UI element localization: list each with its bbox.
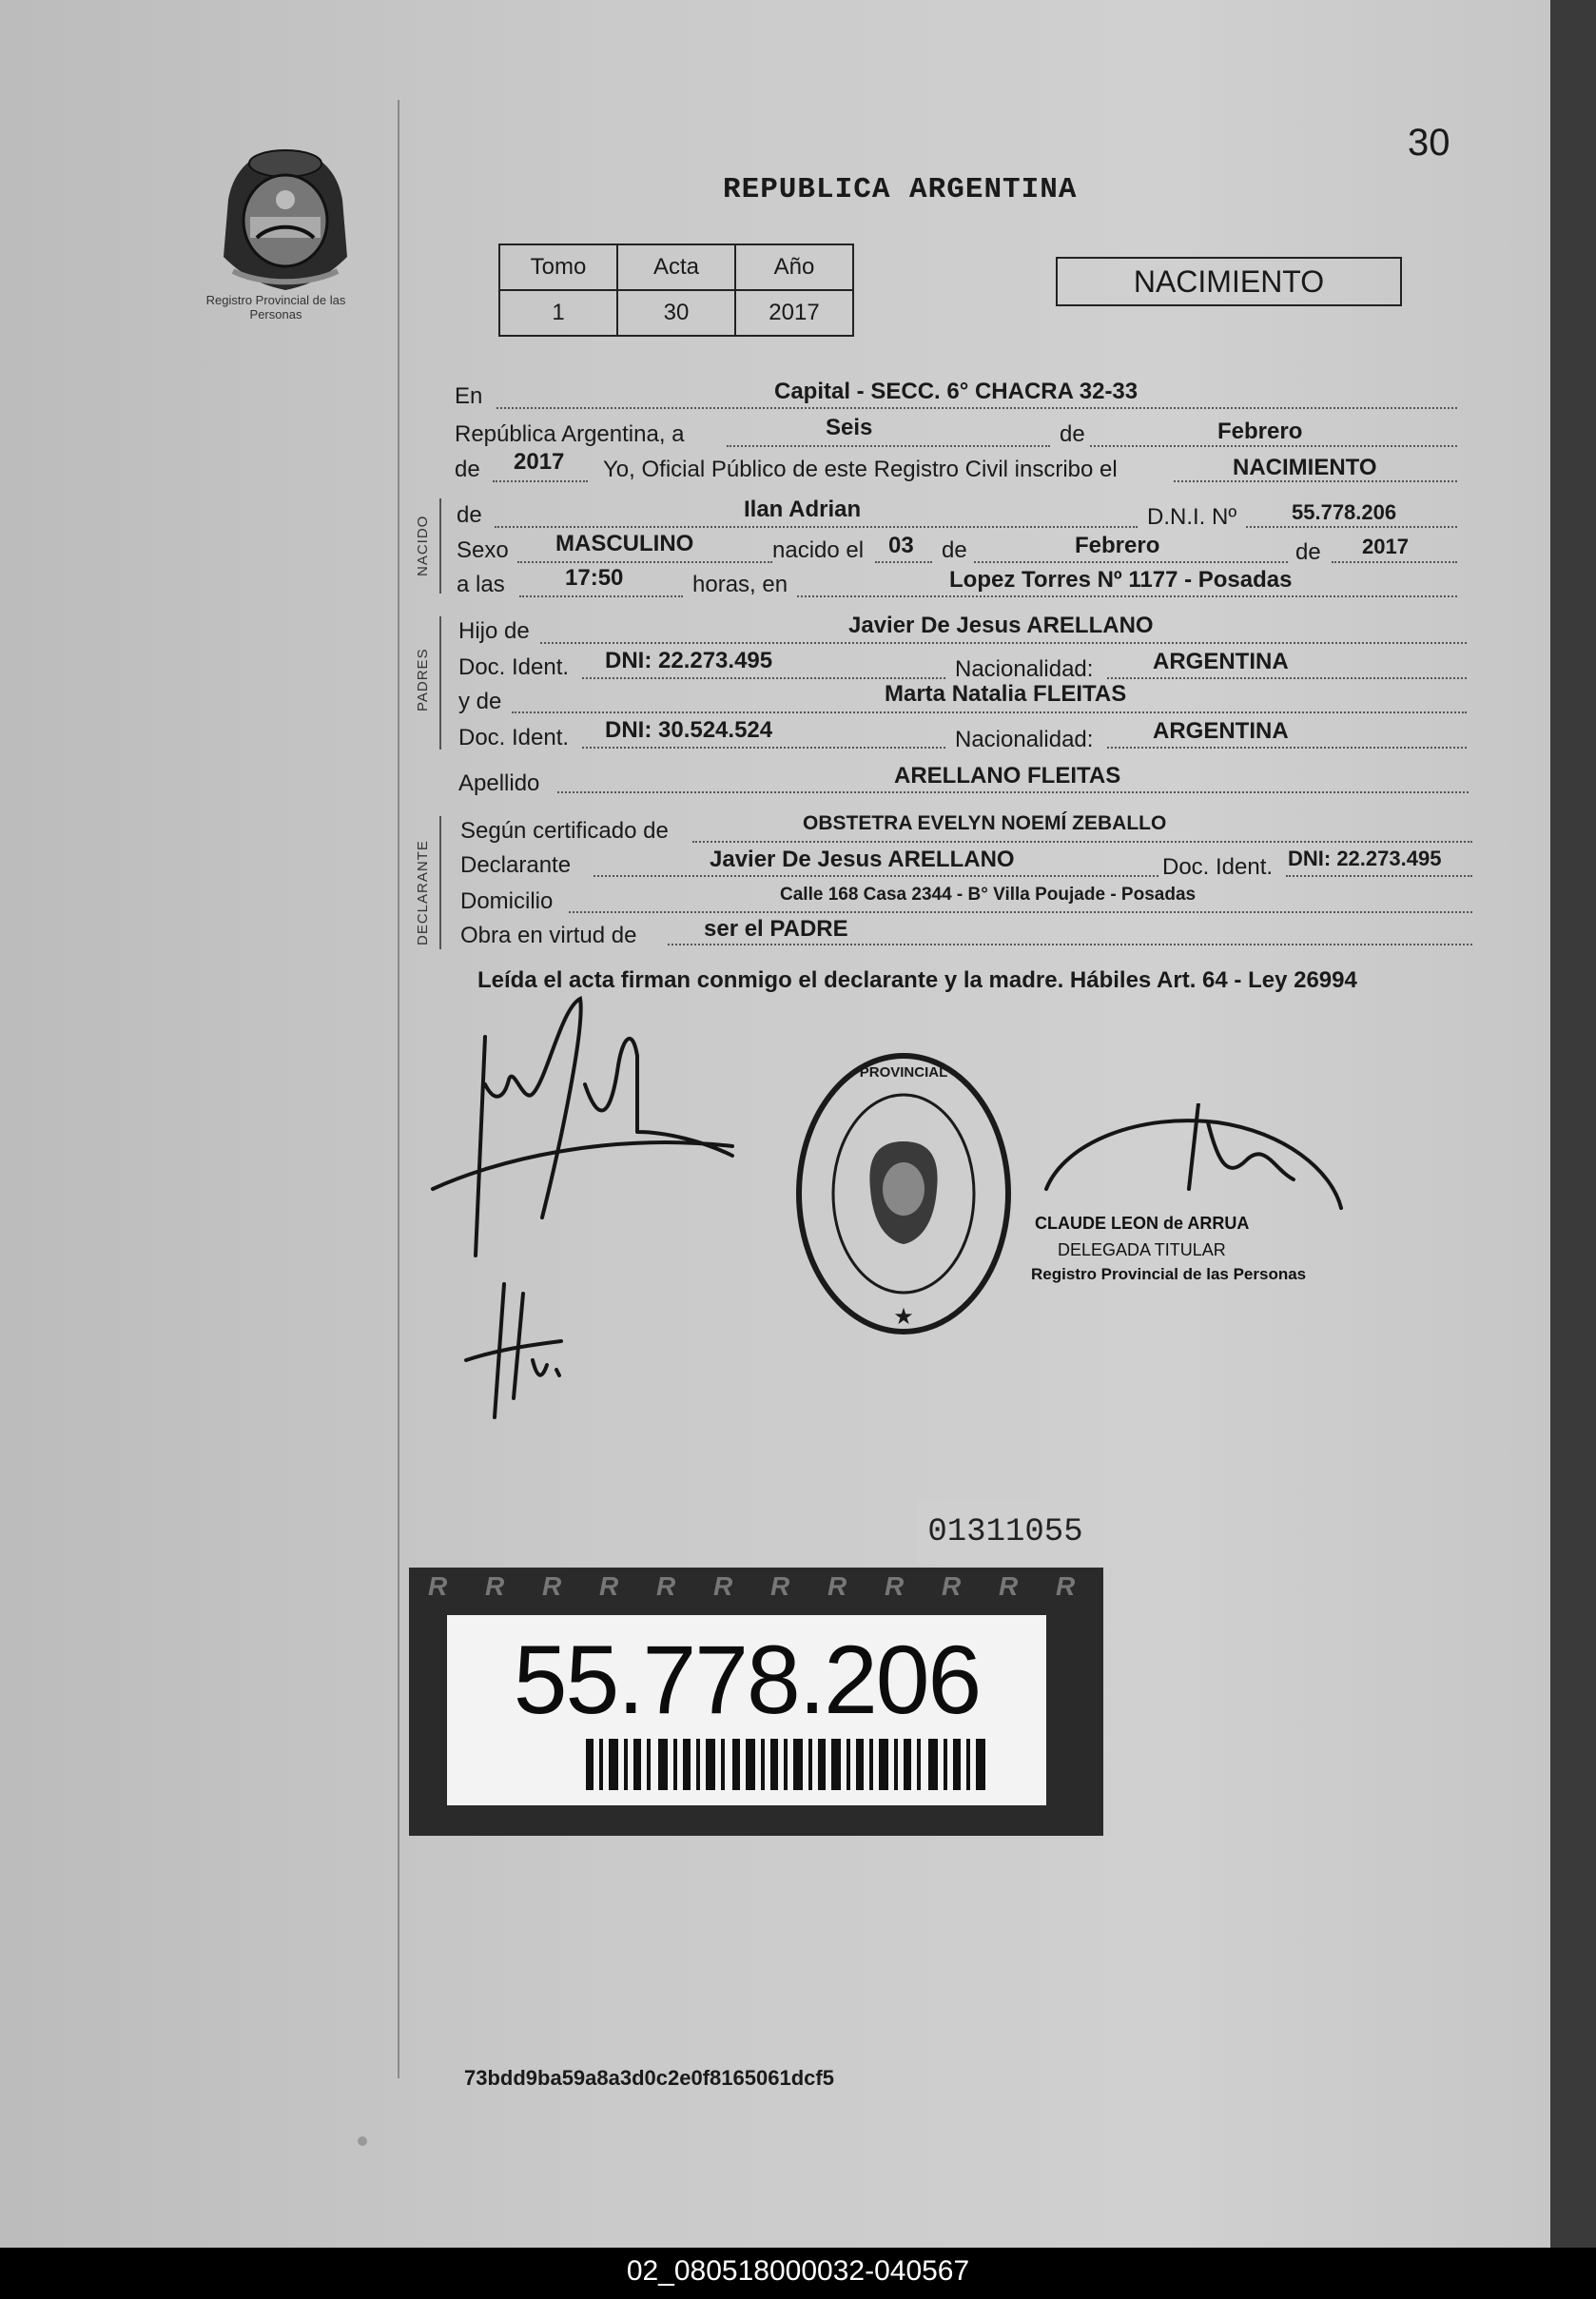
provincial-crest-icon [214, 143, 357, 295]
official-title: DELEGADA TITULAR [1058, 1240, 1226, 1259]
label-en: En [455, 383, 483, 409]
official-office: Registro Provincial de las Personas [1031, 1265, 1307, 1283]
header-anio: Año [735, 244, 853, 290]
mother-signature [457, 1275, 580, 1427]
section-bar [439, 498, 441, 594]
dotted-line [495, 526, 1138, 528]
value-lugar-nac: Lopez Torres Nº 1177 - Posadas [949, 567, 1293, 593]
value-declarante: Javier De Jesus ARELLANO [710, 847, 1015, 872]
label-doc-ident3: Doc. Ident. [1162, 854, 1274, 880]
value-hora: 17:50 [565, 565, 624, 591]
dotted-line [1090, 445, 1457, 447]
dotted-line [727, 445, 1050, 447]
value-padre-nac: ARGENTINA [1153, 649, 1289, 674]
header-acta: Acta [617, 244, 735, 290]
official-name: CLAUDE LEON de ARRUA [1035, 1214, 1250, 1233]
dotted-line [519, 595, 683, 597]
dotted-line [512, 711, 1467, 713]
label-de-b: de [942, 537, 967, 563]
label-de-mes: de [1060, 421, 1085, 447]
label-doc-ident1: Doc. Ident. [458, 654, 570, 680]
label-apellido: Apellido [458, 770, 540, 796]
registry-table [498, 244, 854, 337]
label-a-las: a las [457, 572, 505, 597]
dotted-line [1107, 747, 1467, 749]
label-segun: Según certificado de [460, 818, 669, 844]
dotted-line [594, 875, 1158, 877]
value-tomo: 1 [499, 290, 617, 336]
side-label-declarante: DECLARANTE [415, 840, 431, 945]
label-doc-ident2: Doc. Ident. [458, 725, 570, 750]
value-dni: 55.778.206 [1292, 500, 1397, 524]
label-domicilio: Domicilio [460, 888, 554, 914]
sticker-dni-number: 55.778.206 [513, 1626, 981, 1734]
side-label-padres: PADRES [415, 648, 431, 711]
dotted-line [1246, 526, 1457, 528]
label-de-name: de [457, 502, 482, 528]
page-number: 30 [1408, 122, 1450, 164]
label-hijo-de: Hijo de [458, 618, 530, 644]
value-dia-nac: 03 [888, 533, 914, 558]
id-sticker: R R R R R R R R R R R R 55.778.206 [409, 1568, 1103, 1836]
record-type-box: NACIMIENTO [1056, 257, 1402, 306]
dotted-line [797, 595, 1457, 597]
dotted-line [540, 642, 1467, 644]
sticker-label [447, 1615, 1046, 1805]
dotted-line [692, 841, 1472, 843]
dotted-line [493, 480, 588, 482]
crest-caption: Registro Provincial de las Personas [205, 293, 346, 321]
dotted-line [557, 791, 1469, 793]
label-dni: D.N.I. Nº [1147, 504, 1237, 530]
label-obra: Obra en virtud de [460, 923, 637, 948]
value-apellido: ARELLANO FLEITAS [894, 763, 1121, 789]
label-nacionalidad2: Nacionalidad: [955, 727, 1094, 752]
value-anio-nac: 2017 [1362, 535, 1409, 558]
value-padre: Javier De Jesus ARELLANO [848, 613, 1154, 638]
label-horas-en: horas, en [692, 572, 788, 597]
svg-text:★: ★ [893, 1304, 914, 1330]
value-anio: 2017 [514, 449, 565, 475]
dotted-line [875, 561, 932, 563]
dotted-line [582, 747, 945, 749]
svg-text:PROVINCIAL: PROVINCIAL [859, 1064, 948, 1081]
section-bar [439, 616, 441, 750]
value-acto: NACIMIENTO [1233, 455, 1377, 480]
value-certificado: OBSTETRA EVELYN NOEMÍ ZEBALLO [803, 812, 1167, 834]
label-declarante: Declarante [460, 852, 572, 878]
serial-number: 01311055 [917, 1501, 1094, 1564]
label-de-c: de [1295, 539, 1321, 565]
dotted-line [496, 407, 1457, 409]
label-nacido-el: nacido el [772, 537, 865, 563]
header-tomo: Tomo [499, 244, 617, 290]
dotted-line [582, 677, 945, 679]
footer-bar [0, 2248, 1596, 2299]
dotted-line [668, 944, 1472, 945]
dotted-line [569, 911, 1472, 913]
dotted-line [974, 561, 1288, 563]
label-nacionalidad1: Nacionalidad: [955, 656, 1094, 682]
document-hash: 73bdd9ba59a8a3d0c2e0f8165061dcf5 [464, 2066, 834, 2090]
value-obra: ser el PADRE [704, 916, 848, 942]
barcode [586, 1739, 985, 1790]
value-mes-nac: Febrero [1075, 533, 1160, 558]
margin-line [398, 100, 399, 2078]
dotted-line [1107, 677, 1467, 679]
dotted-line [1332, 561, 1457, 563]
paper-spot [358, 2136, 367, 2146]
value-domicilio: Calle 168 Casa 2344 - B° Villa Poujade - Posadas [780, 885, 1197, 905]
dotted-line [517, 561, 772, 563]
value-sexo: MASCULINO [555, 531, 694, 556]
value-dia: Seis [826, 415, 873, 440]
value-declarante-doc: DNI: 22.273.495 [1288, 847, 1442, 870]
label-y-de: y de [458, 689, 502, 714]
value-nombre: Ilan Adrian [744, 497, 862, 522]
side-label-nacido: NACIDO [415, 515, 431, 576]
value-padre-doc: DNI: 22.273.495 [605, 648, 773, 673]
section-bar [439, 816, 441, 949]
value-madre: Marta Natalia FLEITAS [885, 681, 1127, 707]
closing-statement: Leída el acta firman conmigo el declarante y la madre. Hábiles Art. 64 - Ley 26994 [477, 967, 1357, 993]
value-anio: 2017 [735, 290, 853, 336]
document-title: REPUBLICA ARGENTINA [723, 173, 1078, 206]
label-republica: República Argentina, a [455, 421, 685, 447]
value-mes: Febrero [1217, 419, 1303, 444]
value-lugar: Capital - SECC. 6° CHACRA 32-33 [774, 379, 1139, 404]
page-edge [1550, 0, 1596, 2248]
value-madre-doc: DNI: 30.524.524 [605, 717, 773, 743]
declarant-signature [418, 970, 742, 1284]
footer-filename: 02_080518000032-040567 [626, 2255, 970, 2287]
official-stamp [789, 1046, 1018, 1341]
value-madre-nac: ARGENTINA [1153, 718, 1289, 744]
label-sexo: Sexo [457, 537, 509, 563]
value-acta: 30 [617, 290, 735, 336]
dotted-line [1286, 875, 1472, 877]
label-de-year: de [455, 457, 480, 482]
label-oficial: Yo, Oficial Público de este Registro Civil inscribo el [603, 457, 1118, 482]
